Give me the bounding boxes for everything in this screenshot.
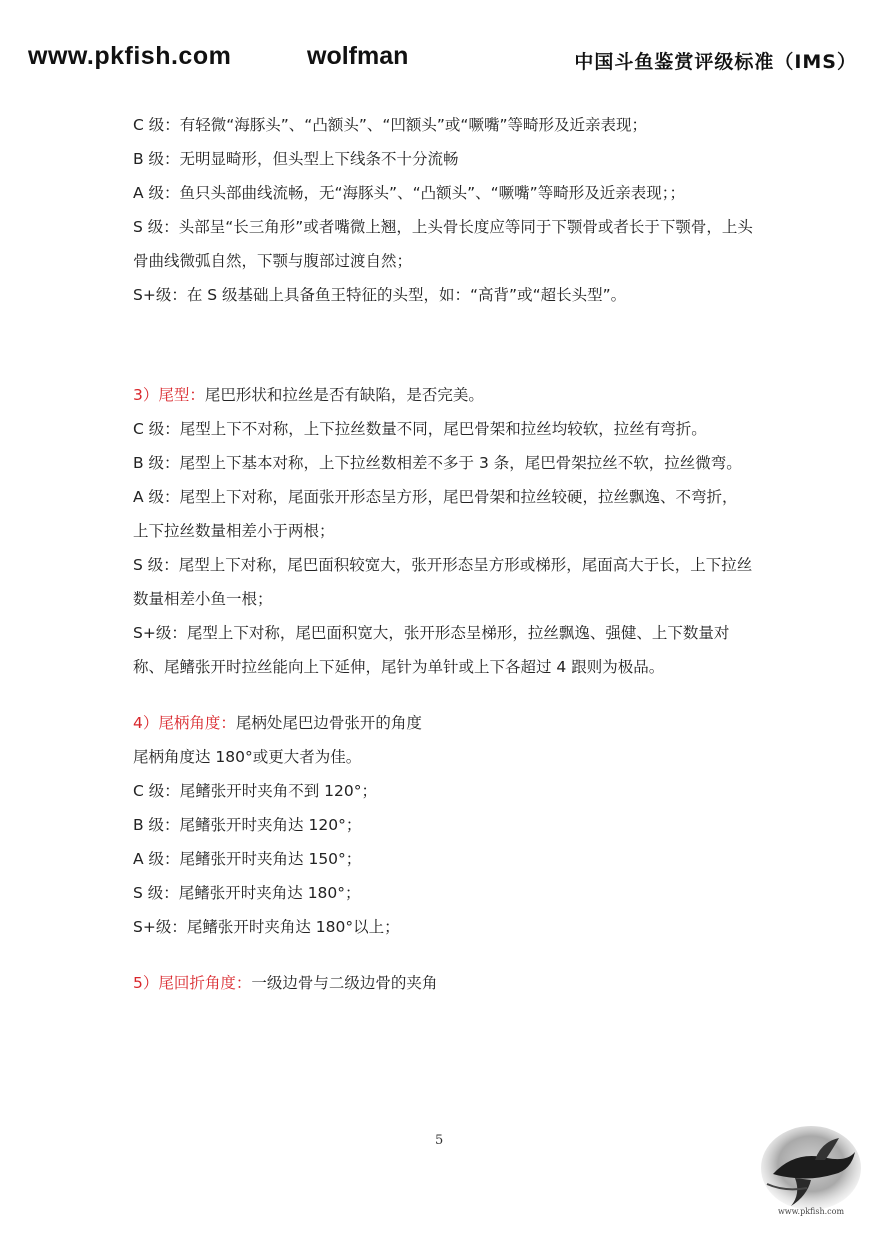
page-header <box>0 42 877 82</box>
fold-heading-label: 5）尾回折角度： <box>133 974 252 992</box>
tail-grade-a: A 级：尾型上下对称，尾面张开形态呈方形，尾巴骨架和拉丝较硬，拉丝飘逸、不弯折，上下拉丝数量相差小于两根； <box>133 488 738 540</box>
stalk-grade-s: S 级：尾鳍张开时夹角达 180°； <box>133 884 361 902</box>
fish-logo-icon <box>755 1122 867 1222</box>
stalk-heading <box>133 706 753 740</box>
page-number: 5 <box>435 1133 444 1148</box>
head-grades-section <box>133 108 753 312</box>
fold-heading-desc: 一级边骨与二级边骨的夹角 <box>251 974 438 992</box>
tail-grade-b: B 级：尾型上下基本对称，上下拉丝数相差不多于 3 条，尾巴骨架拉丝不软，拉丝微弯。 <box>133 454 742 472</box>
stalk-intro: 尾柄角度达 180°或更大者为佳。 <box>133 748 362 766</box>
logo-url-text: www.pkfish.com <box>777 1207 845 1216</box>
document-body <box>133 108 753 1000</box>
head-grade-a: A 级：鱼只头部曲线流畅，无“海豚头”、“凸额头”、“噘嘴”等畸形及近亲表现；； <box>133 184 685 202</box>
fold-heading <box>133 966 753 1000</box>
tail-grade-s-plus: S+级：尾型上下对称，尾巴面积宽大，张开形态呈梯形，拉丝飘逸、强健、上下数量对称、尾鳍张开时拉丝能向上下延伸，尾针为单针或上下各超过 4 跟则为极品。 <box>133 624 730 676</box>
stalk-angle-section <box>133 706 753 944</box>
head-grade-s-plus: S+级：在 S 级基础上具备鱼王特征的头型，如：“高背”或“超长头型”。 <box>133 286 627 304</box>
author-name: wolfman <box>307 42 409 70</box>
head-grade-c: C 级：有轻微“海豚头”、“凸额头”、“凹额头”或“噘嘴”等畸形及近亲表现； <box>133 116 647 134</box>
document-title: 中国斗鱼鉴赏评级标准（IMS） <box>574 51 857 73</box>
tail-grade-c: C 级：尾型上下不对称，上下拉丝数量不同，尾巴骨架和拉丝均较软，拉丝有弯折。 <box>133 420 707 438</box>
stalk-grade-a: A 级：尾鳍张开时夹角达 150°； <box>133 850 362 868</box>
head-grade-b: B 级：无明显畸形，但头型上下线条不十分流畅 <box>133 150 459 168</box>
head-grade-s: S 级：头部呈“长三角形”或者嘴微上翘，上头骨长度应等同于下颚骨或者长于下颚骨，上头骨曲线微弧自然，下颚与腹部过渡自然； <box>133 218 753 270</box>
site-url: www.pkfish.com <box>28 42 232 70</box>
stalk-heading-label: 4）尾柄角度： <box>133 714 236 732</box>
stalk-grade-s-plus: S+级：尾鳍张开时夹角达 180°以上； <box>133 918 400 936</box>
tail-heading <box>133 378 753 412</box>
tail-grade-s: S 级：尾型上下对称，尾巴面积较宽大，张开形态呈方形或梯形，尾面高大于长，上下拉丝数量相差小鱼一根； <box>133 556 753 608</box>
tail-heading-desc: 尾巴形状和拉丝是否有缺陷，是否完美。 <box>204 386 484 404</box>
stalk-grade-b: B 级：尾鳍张开时夹角达 120°； <box>133 816 362 834</box>
tail-section <box>133 378 753 684</box>
stalk-heading-desc: 尾柄处尾巴边骨张开的角度 <box>235 714 422 732</box>
stalk-grade-c: C 级：尾鳍张开时夹角不到 120°； <box>133 782 378 800</box>
tail-heading-label: 3）尾型： <box>133 386 205 404</box>
fold-angle-section <box>133 966 753 1000</box>
